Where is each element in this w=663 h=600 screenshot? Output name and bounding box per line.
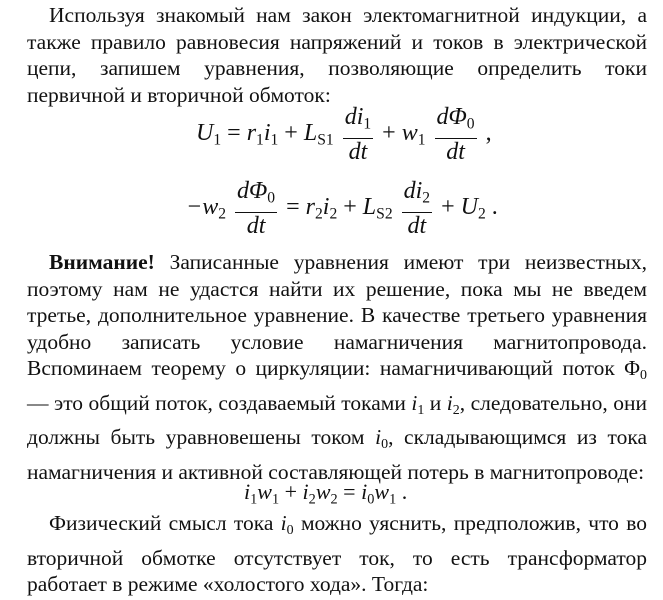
paragraph-physical-meaning: Физический смысл тока $i_0$ можно уяснить, предположив, что во вторичной обмотке отсутствует ток, то есть трансформатор работает в режиме «холостого хода». Тогда: xyxy=(27,511,647,597)
paragraph-intro: Используя знакомый нам закон электомагнитной индукции, а также правило равновесия напряжений и токов в электрической цепи, запишем уравнения, позволяющие определить токи первичной и вторичной обмоток: xyxy=(27,3,647,107)
equation-magnetization: $i_1w_1 + i_2w_2 = i_0w_1$ . xyxy=(244,479,408,508)
fraction-dphi0-dt-2: $\frac{d\Phi_0}{dt}$ xyxy=(237,178,276,239)
equation-primary-winding: $U_1 = r_1i_1 + L_{S1}$ $\frac{di_1}{dt}$ + $w_1$ $\frac{d\Phi_0}{dt}$ , xyxy=(196,104,492,165)
paragraph-attention: Внимание! Записанные уравнения имеют три неизвестных, поэтому нам не удастся найти их решение, пока мы не введем третье, дополнительное уравнение. В качестве третьего уравнения удобно записать условие намагничения магнитопровода. Вспоминаем теорему о циркуляции: намагничивающий поток $\Phi_0$ — это общий поток, создаваемый токами $i_1$ и $i_2$, следовательно, они должны быть уравновешены током $i_0$, складывающимся из тока намагничения и активной составляющей потерь в магнитопроводе: xyxy=(27,250,647,485)
fraction-di1-dt: $\frac{di_1}{dt}$ xyxy=(344,104,372,165)
fraction-di2-dt: $\frac{di_2}{dt}$ xyxy=(403,178,431,239)
equation-secondary-winding: $-w_2$ $\frac{d\Phi_0}{dt}$ = $r_2i_2 + L_{S2}$ $\frac{di_2}{dt}$ + $U_2$ . xyxy=(186,178,498,239)
fraction-dphi0-dt: $\frac{d\Phi_0}{dt}$ xyxy=(436,104,475,165)
attention-label: Внимание! xyxy=(49,250,155,274)
